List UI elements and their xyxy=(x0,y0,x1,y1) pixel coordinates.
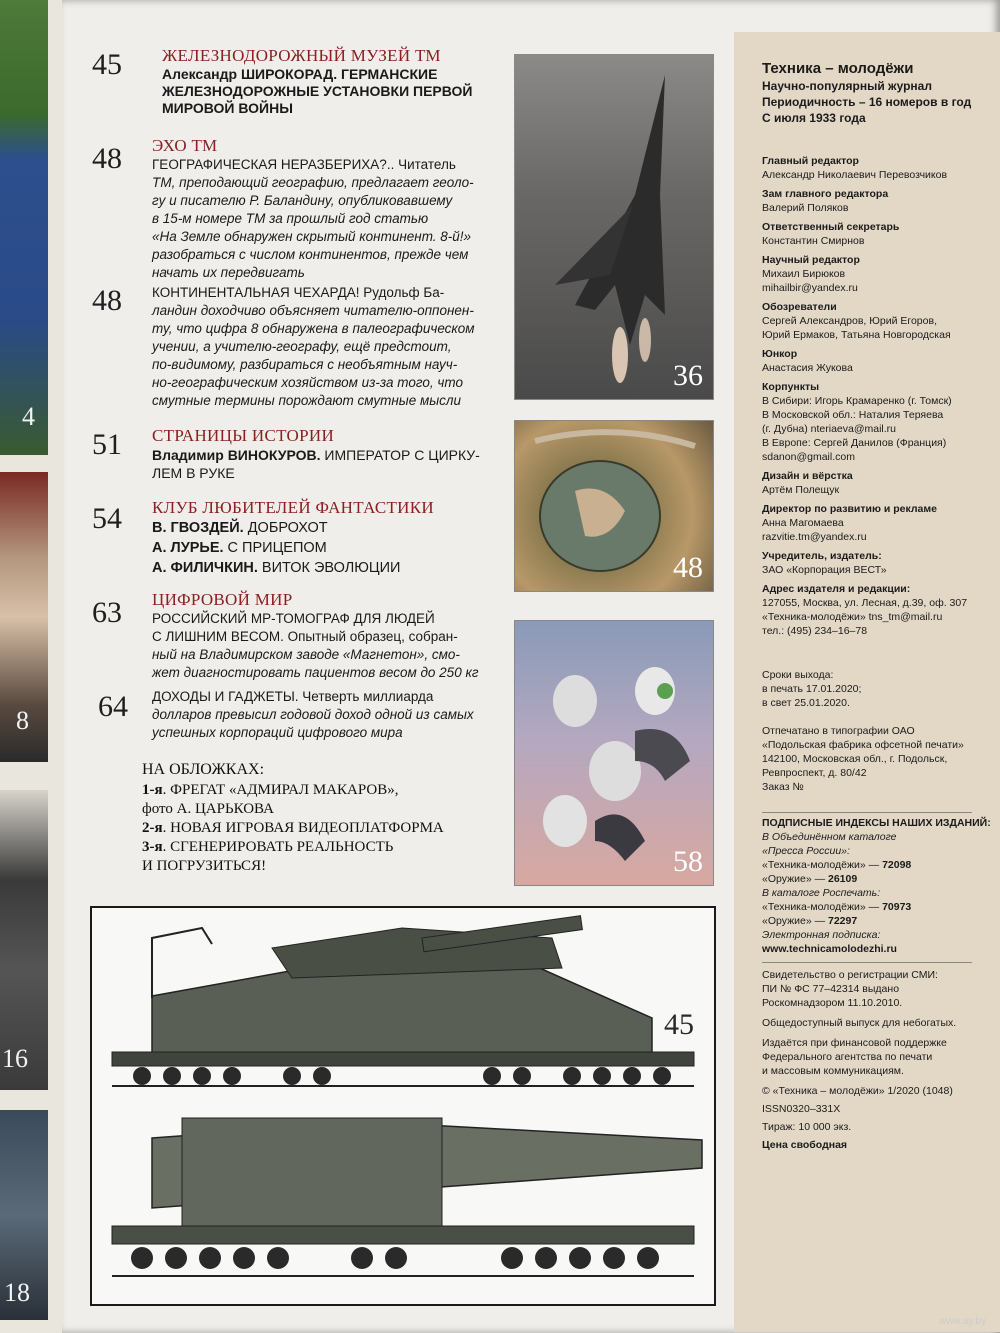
toc-line: ландин доходчиво объясняет читателю-оппонен- xyxy=(152,303,474,318)
toc-entry xyxy=(92,284,542,410)
staff-name[interactable]: mihailbir@yandex.ru xyxy=(762,282,858,294)
toc-entry xyxy=(92,426,542,482)
subscription-line: «Техника-молодёжи» — 72098 xyxy=(762,859,912,871)
toc-line: ту, что цифра 8 обнаружена в палеографическом xyxy=(152,321,475,336)
print-line: 142100, Московская обл., г. Подольск, xyxy=(762,753,948,765)
left-page-number: 18 xyxy=(4,1278,30,1307)
toc-line: смутные термины порождают смутные мысли xyxy=(152,393,462,408)
toc-author: В. ГВОЗДЕЙ. xyxy=(152,520,244,536)
toc-line: но-географическим хозяйством из-за того, что xyxy=(152,375,463,390)
toc-entry xyxy=(98,688,542,742)
issn: ISSN0320–331X xyxy=(762,1103,841,1115)
staff-role: Корпункты xyxy=(762,381,820,393)
thumbnail-page-number: 36 xyxy=(673,359,703,392)
print-line: «Подольская фабрика офсетной печати» xyxy=(762,739,964,751)
toc-line xyxy=(162,66,542,83)
illustration-page-number: 45 xyxy=(664,1008,694,1041)
legal-line: ПИ № ФС 77–42314 выдано xyxy=(762,983,900,995)
thumbnail-dinosaurs xyxy=(514,620,714,886)
staff-role: Научный редактор xyxy=(762,254,860,266)
staff-name[interactable]: «Техника-молодёжи» tns_tm@mail.ru xyxy=(762,611,943,623)
toc-section-title: ЦИФРОВОЙ МИР xyxy=(152,590,293,609)
toc-line xyxy=(152,518,542,538)
magazine-title: Техника – молодёжи xyxy=(762,60,914,77)
subscription-line: В Объединённом каталоге xyxy=(762,831,897,843)
copyright: © «Техника – молодёжи» 1/2020 (1048) xyxy=(762,1085,953,1097)
staff-entry xyxy=(762,300,998,342)
toc-line: ГЕОГРАФИЧЕСКАЯ НЕРАЗБЕРИХА?.. Читатель xyxy=(152,157,456,172)
staff-entry xyxy=(762,582,998,638)
staff-entry xyxy=(762,347,998,375)
staff-name: В Сибири: Игорь Крамаренко (г. Томск) xyxy=(762,395,952,407)
print-run: Тираж: 10 000 экз. xyxy=(762,1121,852,1133)
staff-name: Сергей Александров, Юрий Егоров, xyxy=(762,315,937,327)
covers-title: НА ОБЛОЖКАХ: xyxy=(142,761,265,778)
legal-note: Общедоступный выпуск для небогатых. xyxy=(762,1017,957,1029)
support-line: Федерального агентства по печати xyxy=(762,1051,933,1063)
toc-line: МИРОВОЙ ВОЙНЫ xyxy=(162,100,293,116)
dates-line: Сроки выхода: xyxy=(762,669,834,681)
left-photo-top xyxy=(0,0,48,455)
price: Цена свободная xyxy=(762,1139,848,1151)
staff-name: Константин Смирнов xyxy=(762,235,865,247)
toc-line: гу и писателю Р. Баландину, опубликовавшему xyxy=(152,193,453,208)
toc-page-number: 64 xyxy=(98,690,128,723)
cover-line: И ПОГРУЗИТЬСЯ! xyxy=(142,858,267,874)
toc-line: ТМ, преподающий географию, предлагает геоло- xyxy=(152,175,474,190)
printing-block xyxy=(762,724,998,794)
toc-line: ЖЕЛЕЗНОДОРОЖНЫЕ УСТАНОВКИ ПЕРВОЙ xyxy=(162,83,473,99)
toc-line: успешных корпораций цифрового мира xyxy=(152,725,403,740)
print-line: Отпечатано в типографии ОАО xyxy=(762,725,915,737)
cover-line: 3-я. СГЕНЕРИРОВАТЬ РЕАЛЬНОСТЬ xyxy=(142,839,394,855)
legal-line: Роскомнадзором 11.10.2010. xyxy=(762,997,903,1009)
staff-entry xyxy=(762,549,998,577)
toc-entry xyxy=(92,590,542,682)
toc-line: ДОХОДЫ И ГАДЖЕТЫ. Четверть миллиарда xyxy=(152,689,434,704)
dates-block xyxy=(762,668,998,710)
staff-name: Юрий Ермаков, Татьяна Новгородская xyxy=(762,329,951,341)
staff-entry xyxy=(762,154,998,182)
thumbnail-page-number: 48 xyxy=(673,551,703,584)
masthead xyxy=(762,60,998,126)
toc-page-number: 51 xyxy=(92,428,122,461)
aircraft-icon xyxy=(515,55,713,399)
thumbnail-painting xyxy=(514,420,714,592)
toc-author: А. ЛУРЬЕ. xyxy=(152,540,224,556)
toc-text: ИМПЕРАТОР С ЦИРКУ- xyxy=(320,447,480,463)
toc-entry xyxy=(92,136,542,282)
staff-role: Учредитель, издатель: xyxy=(762,550,882,562)
toc-entry xyxy=(92,498,542,578)
staff-role: Главный редактор xyxy=(762,155,859,167)
toc-line: ный на Владимирском заводе «Магнетон», смо- xyxy=(152,647,460,662)
staff-name: Анастасия Жукова xyxy=(762,362,853,374)
left-page-number: 4 xyxy=(22,402,35,431)
toc-line xyxy=(152,446,542,464)
dates-line: в свет 25.01.2020. xyxy=(762,697,850,709)
subscription-line: Электронная подписка: xyxy=(762,929,881,941)
staff-name: ЗАО «Корпорация ВЕСТ» xyxy=(762,564,887,576)
toc-line: жет диагностировать пациентов весом до 250 кг xyxy=(152,665,479,680)
toc-page-number: 45 xyxy=(92,48,122,81)
staff-role: Ответственный секретарь xyxy=(762,221,900,233)
toc-text: ГЕРМАНСКИЕ xyxy=(337,66,438,82)
toc-author: Владимир ВИНОКУРОВ. xyxy=(152,447,321,463)
toc-text: ВИТОК ЭВОЛЮЦИИ xyxy=(257,560,401,576)
subscription-title: ПОДПИСНЫЕ ИНДЕКСЫ НАШИХ ИЗДАНИЙ: xyxy=(762,817,991,829)
toc-line: разобраться с числом континентов, прежде чем xyxy=(152,247,469,262)
left-page-number: 16 xyxy=(2,1044,28,1073)
staff-name: В Европе: Сергей Данилов (Франция) xyxy=(762,437,947,449)
magazine-periodicity: Периодичность – 16 номеров в год xyxy=(762,95,972,109)
staff-entry xyxy=(762,253,998,295)
subscription-line: «Оружие» — 26109 xyxy=(762,873,858,885)
legal-line: Свидетельство о регистрации СМИ: xyxy=(762,969,938,981)
toc-line: учении, а учителю-географу, ещё предстоит, xyxy=(152,339,452,354)
toc-text: ДОБРОХОТ xyxy=(243,520,328,536)
subscription-line: «Пресса России»: xyxy=(762,845,850,857)
staff-name: Михаил Бирюков xyxy=(762,268,846,280)
magazine-since: С июля 1933 года xyxy=(762,111,866,125)
thumbnail-page-number: 58 xyxy=(673,845,703,878)
toc-section-title: ЭХО ТМ xyxy=(152,136,218,155)
staff-name[interactable]: razvitie.tm@yandex.ru xyxy=(762,531,867,543)
toc-page-number: 54 xyxy=(92,502,122,535)
toc-line xyxy=(152,538,542,558)
staff-entry xyxy=(762,187,998,215)
support-line: и массовым коммуникациям. xyxy=(762,1065,904,1077)
thumbnail-aircraft xyxy=(514,54,714,400)
staff-name: Валерий Поляков xyxy=(762,202,849,214)
magazine-subtitle: Научно-популярный журнал xyxy=(762,79,932,93)
staff-entry xyxy=(762,469,998,497)
covers-block xyxy=(142,760,542,876)
legal-block xyxy=(762,968,998,1152)
staff-role: Обозреватели xyxy=(762,301,837,313)
toc-author: А. ФИЛИЧКИН. xyxy=(152,560,258,576)
subscription-block xyxy=(762,816,998,956)
toc-page-number: 63 xyxy=(92,596,122,629)
cover-line: 1-я. ФРЕГАТ «АДМИРАЛ МАКАРОВ», xyxy=(142,782,399,798)
toc-line: РОССИЙСКИЙ МР-ТОМОГРАФ ДЛЯ ЛЮДЕЙ xyxy=(152,611,435,626)
toc-line: долларов превысил годовой доход одной из самых xyxy=(152,707,474,722)
toc-line: С ЛИШНИМ ВЕСОМ. Опытный образец, собран- xyxy=(152,629,458,644)
staff-entry xyxy=(762,380,998,464)
contents-page xyxy=(62,0,1000,1333)
toc-section-title: КЛУБ ЛЮБИТЕЛЕЙ ФАНТАСТИКИ xyxy=(152,498,434,517)
subscription-link[interactable]: www.technicamolodezhi.ru xyxy=(762,943,897,955)
staff-entry xyxy=(762,502,998,544)
staff-name[interactable]: sdanon@gmail.com xyxy=(762,451,855,463)
dates-line: в печать 17.01.2020; xyxy=(762,683,862,695)
staff-entry xyxy=(762,220,998,248)
toc-page-number: 48 xyxy=(92,284,122,317)
print-line: Заказ № xyxy=(762,781,804,793)
toc-line: начать их передвигать xyxy=(152,265,305,280)
staff-name: Артём Полещук xyxy=(762,484,840,496)
toc-line: в 15-м номере ТМ за прошлый год статью xyxy=(152,211,429,226)
toc-entry xyxy=(92,46,542,117)
staff-role: Адрес издателя и редакции: xyxy=(762,583,911,595)
staff-name: Анна Магомаева xyxy=(762,517,844,529)
support-line: Издаётся при финансовой поддержке xyxy=(762,1037,947,1049)
toc-line: «На Земле обнаружен скрытый континент. 8-й!» xyxy=(152,229,472,244)
cover-line: фото А. ЦАРЬКОВА xyxy=(142,801,274,817)
staff-name: Александр Николаевич Перевозчиков xyxy=(762,169,948,181)
railway-gun-icon xyxy=(92,908,714,1304)
staff-name: В Московской обл.: Наталия Теряева xyxy=(762,409,944,421)
subscription-line: «Оружие» — 72297 xyxy=(762,915,858,927)
toc-section-title: СТРАНИЦЫ ИСТОРИИ xyxy=(152,426,335,445)
staff-name: 127055, Москва, ул. Лесная, д.39, оф. 307 xyxy=(762,597,968,609)
toc-section-title: ЖЕЛЕЗНОДОРОЖНЫЙ МУЗЕЙ ТМ xyxy=(162,46,441,65)
toc-author: Александр ШИРОКОРАД. xyxy=(162,66,338,82)
left-page-edge xyxy=(0,0,62,1333)
toc-text: С ПРИЦЕПОМ xyxy=(223,540,327,556)
watermark: www.ay.by xyxy=(938,1316,986,1327)
toc-line: ЛЕМ В РУКЕ xyxy=(152,465,235,481)
left-page-number: 8 xyxy=(16,706,29,735)
toc-page-number: 48 xyxy=(92,142,122,175)
railway-guns-illustration xyxy=(90,906,716,1306)
print-line: Ревпроспект, д. 80/42 xyxy=(762,767,867,779)
toc-line: КОНТИНЕНТАЛЬНАЯ ЧЕХАРДА! Рудольф Ба- xyxy=(152,285,445,300)
staff-name: тел.: (495) 234–16–78 xyxy=(762,625,868,637)
cover-line: 2-я. НОВАЯ ИГРОВАЯ ВИДЕОПЛАТФОРМА xyxy=(142,820,444,836)
toc-line: по-видимому, разбираться с необъятным науч- xyxy=(152,357,458,372)
staff-role: Дизайн и вёрстка xyxy=(762,470,853,482)
subscription-line: «Техника-молодёжи» — 70973 xyxy=(762,901,912,913)
staff-name[interactable]: (г. Дубна) nteriaeva@mail.ru xyxy=(762,423,897,435)
subscription-line: В каталоге Роспечать: xyxy=(762,887,881,899)
staff-role: Зам главного редактора xyxy=(762,188,889,200)
staff-role: Директор по развитию и рекламе xyxy=(762,503,937,515)
staff-role: Юнкор xyxy=(762,348,798,360)
imprint-column xyxy=(734,32,1000,1332)
toc-line xyxy=(152,558,542,578)
staff-list xyxy=(762,154,998,643)
